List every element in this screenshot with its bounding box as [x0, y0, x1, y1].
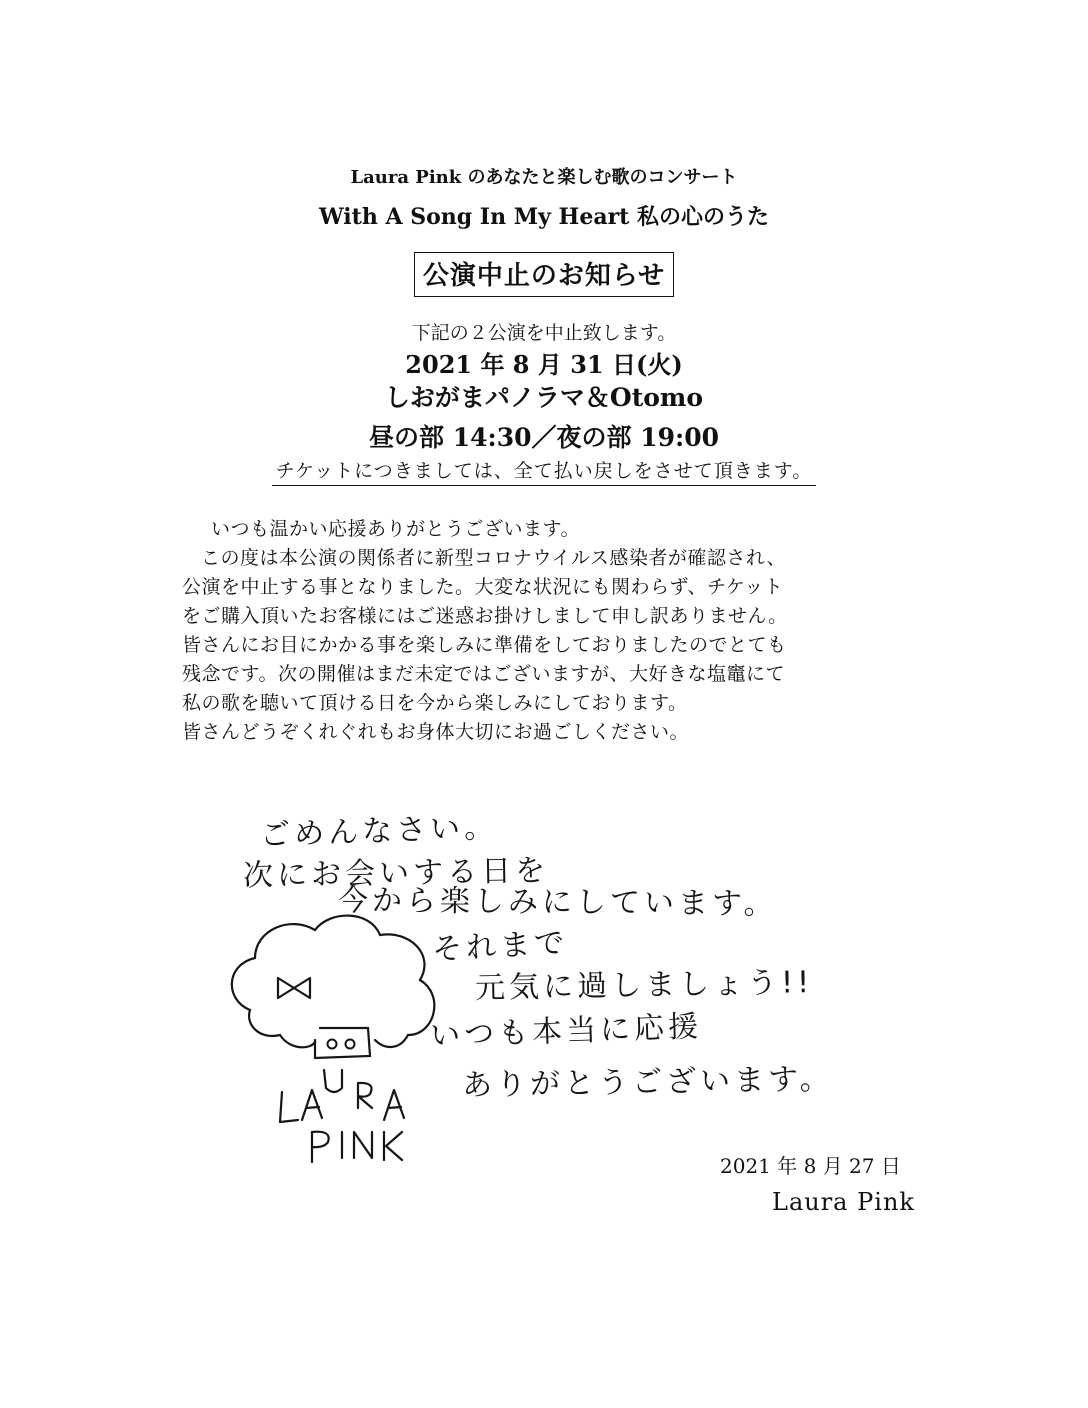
message-line: この度は本公演の関係者に新型コロナウイルス感染者が確認され、 [201, 547, 787, 569]
handwritten-line: いつも本当に応援 [429, 1009, 703, 1054]
handwritten-line: 次にお会いする日を [242, 853, 550, 894]
concert-subtitle: Laura Pink のあなたと楽しむ歌のコンサート [350, 167, 738, 188]
refund-note: チケットにつきましては、全て払い戻しをさせて頂きます。 [272, 456, 816, 486]
handwritten-line: ありがとうございます。 [461, 1061, 834, 1104]
event-venue: しおがまパノラマ＆Otomo [384, 383, 704, 412]
notice-lead: 下記の２公演を中止致します。 [411, 322, 677, 344]
message-line: をご購入頂いたお客様にはご迷惑お掛けしまして申し訳ありません。 [182, 605, 788, 627]
handwritten-line: 今から楽しみにしています。 [337, 883, 778, 922]
message-line: いつも温かい応援ありがとうございます。 [211, 518, 580, 540]
notice-heading-wrap [0, 252, 1088, 297]
handwritten-line: 元気に過しましょう!! [474, 965, 814, 1006]
laura-pink-doodle-icon [220, 900, 450, 1170]
signature-date: 2021 年 8 月 27 日 [720, 1154, 901, 1178]
signature-name: Laura Pink [772, 1188, 915, 1216]
message-line: 私の歌を聴いて頂ける日を今から楽しみにしております。 [182, 692, 688, 714]
message-line: 皆さんにお目にかかる事を楽しみに準備をしておりましたのでとても [182, 634, 787, 656]
message-line: 残念です。次の開催はまだ未定ではございますが、大好きな塩竈にて [182, 663, 785, 685]
handwritten-line: ごめんなさい。 [259, 809, 499, 854]
event-times: 昼の部 14:30／夜の部 19:00 [368, 423, 720, 452]
message-line: 公演を中止する事となりました。大変な状況にも関わらず、チケット [182, 576, 784, 598]
event-date: 2021 年 8 月 31 日(火) [405, 350, 683, 379]
message-body [182, 515, 902, 747]
refund-note-wrap [0, 456, 1088, 486]
message-line: 皆さんどうぞくれぐれもお身体大切にお過ごしください。 [182, 721, 690, 743]
notice-heading: 公演中止のお知らせ [414, 252, 674, 297]
concert-title: With A Song In My Heart 私の心のうた [318, 204, 769, 230]
handwritten-line: それまで [431, 925, 570, 968]
